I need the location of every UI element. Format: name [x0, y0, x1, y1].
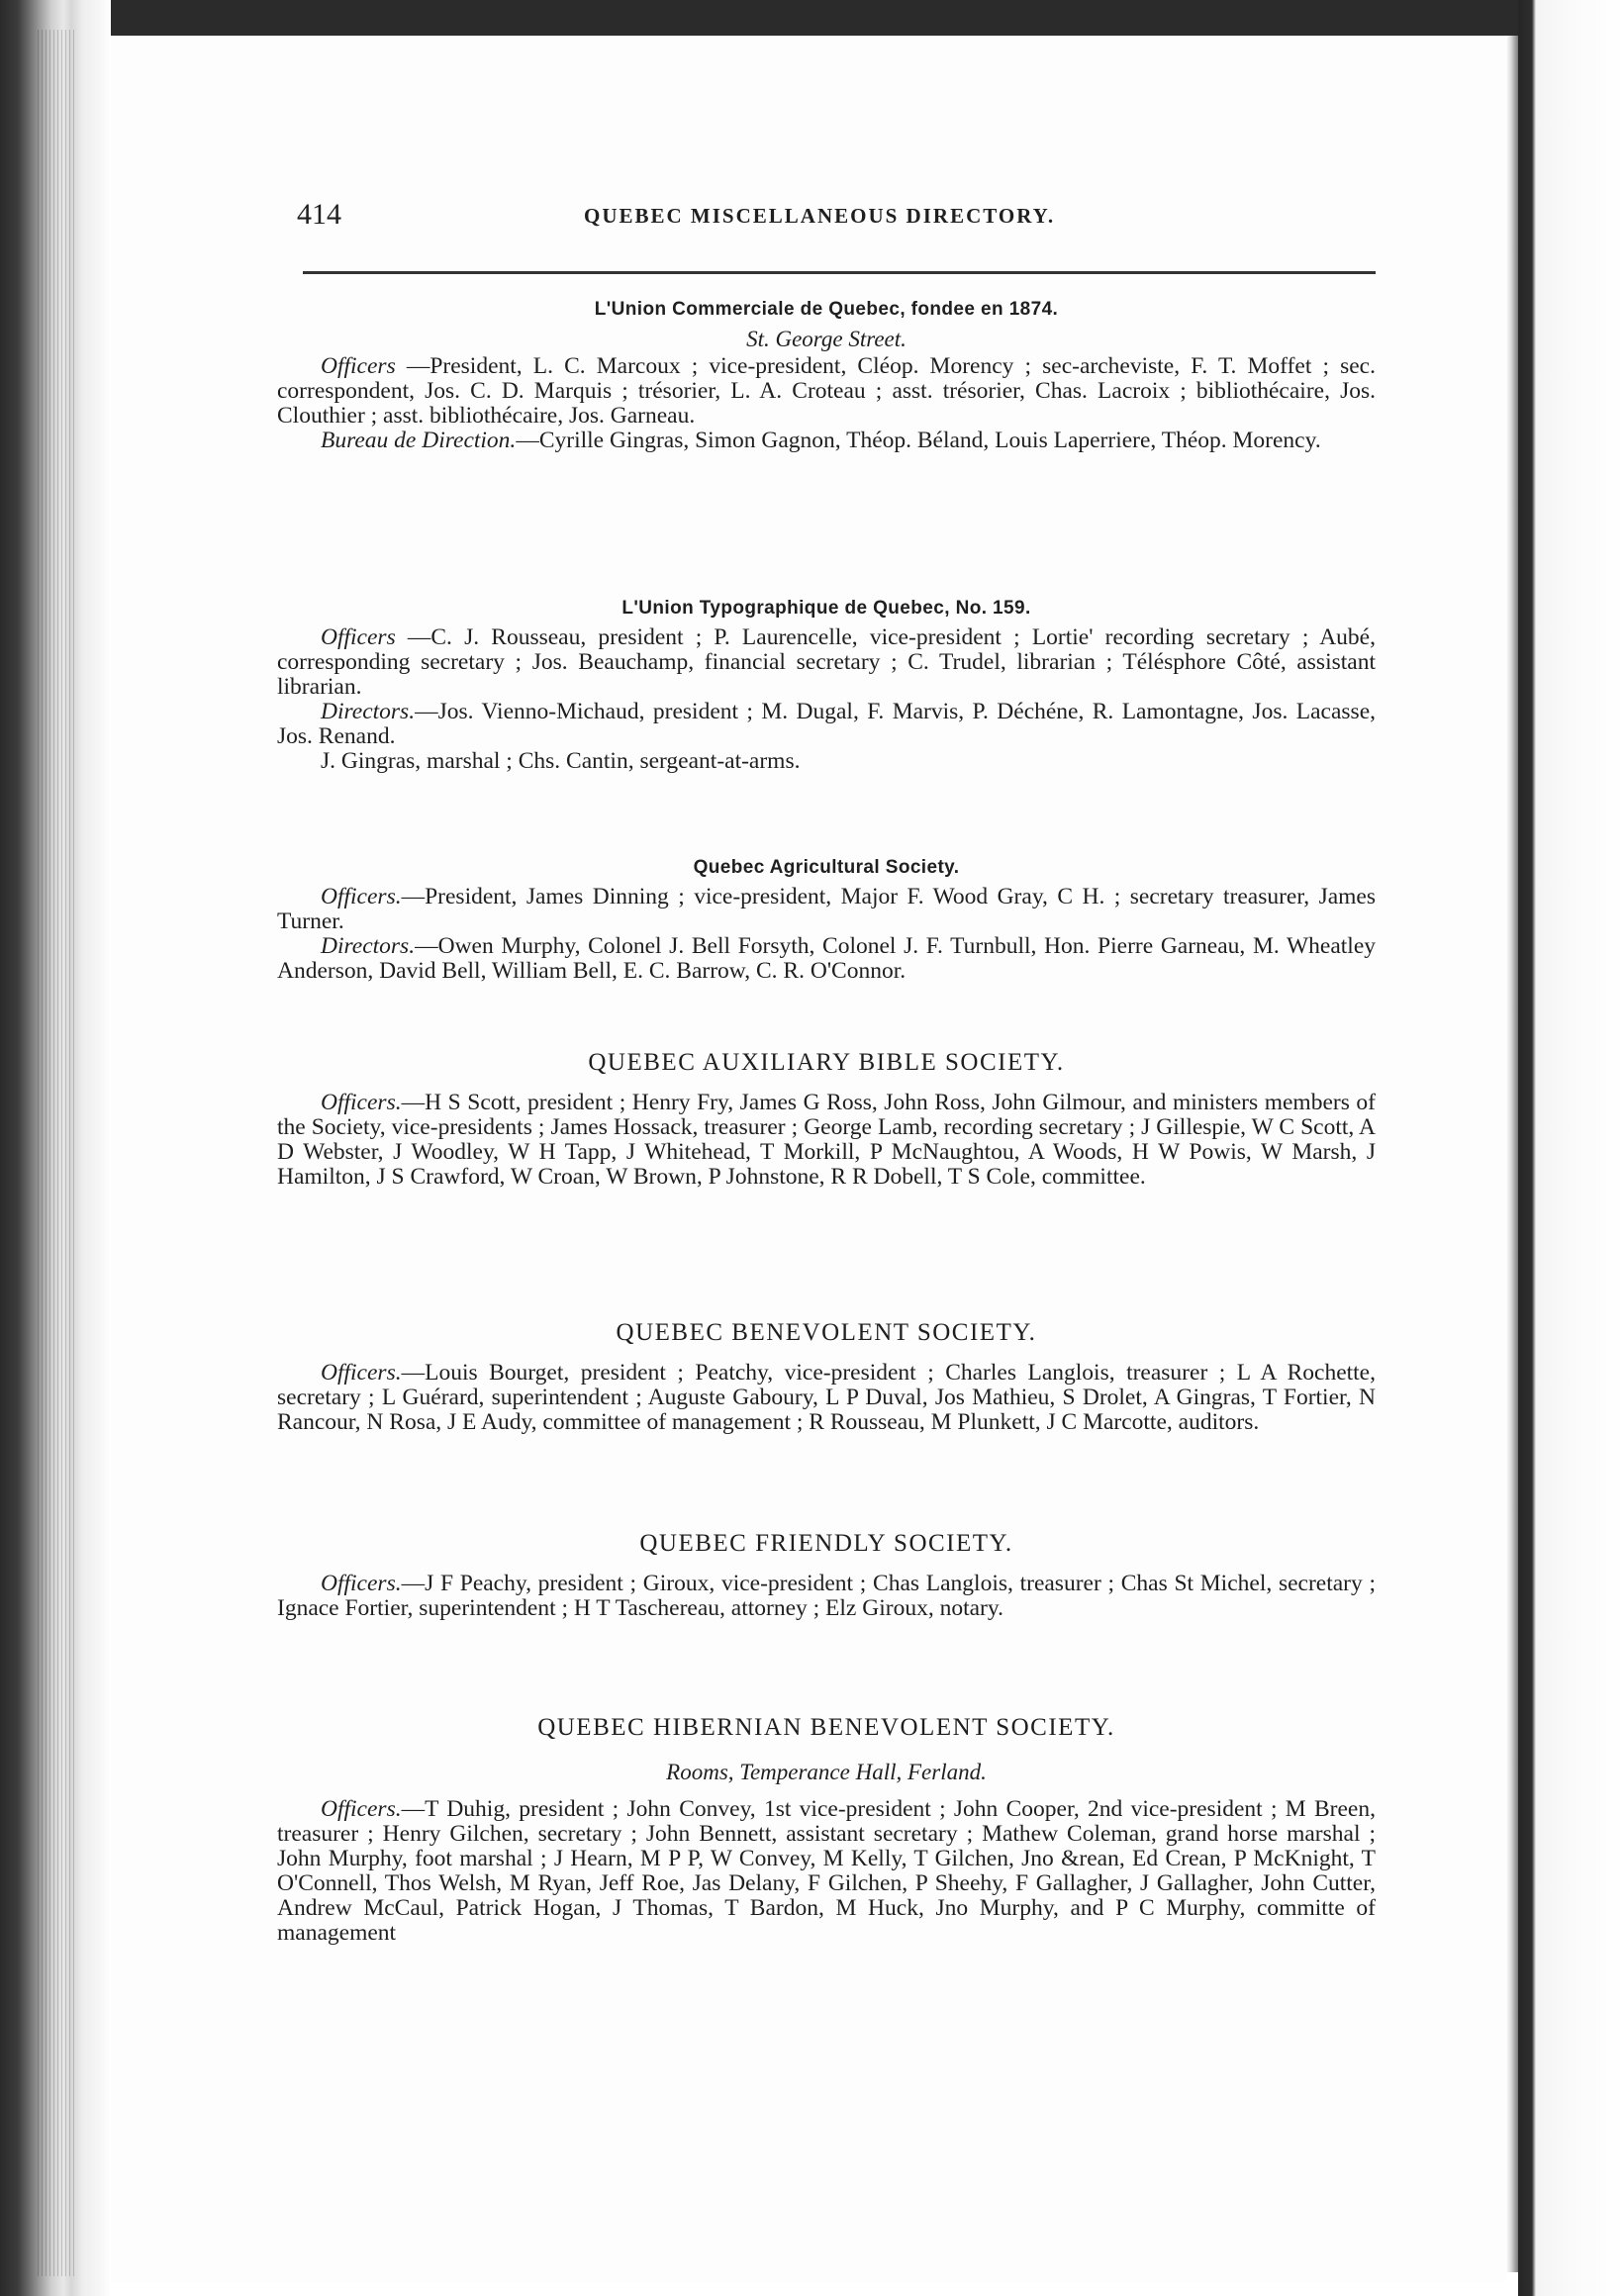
scan-border-right [1518, 0, 1623, 2296]
section-agricultural-society [277, 857, 1376, 984]
section-title: L'Union Typographique de Quebec, No. 159. [621, 598, 1031, 619]
entry-paragraph [277, 1361, 1376, 1435]
page-edge-right [1506, 36, 1518, 2272]
section-hibernian-society [277, 1714, 1376, 1946]
entry-text: —Jos. Vienno-Michaud, president ; M. Dugal, F. Marvis, P. Déchéne, R. Lamontagne, Jos. Lacasse, Jos. Renand. [277, 699, 1376, 749]
entry-label: Directors. [321, 699, 416, 724]
running-head [297, 198, 1376, 238]
header-rule [303, 271, 1376, 274]
section-title: QUEBEC FRIENDLY SOCIETY. [639, 1530, 1013, 1557]
section-union-typographique [277, 598, 1376, 774]
entry-text: —Owen Murphy, Colonel J. Bell Forsyth, Colonel J. F. Turnbull, Hon. Pierre Garneau, M. Wheatley Anderson, David Bell, William Bell, E. C. Barrow, C. R. O'Connor. [277, 933, 1376, 984]
entry-label: Officers. [321, 1360, 402, 1386]
entry-paragraph [277, 934, 1376, 984]
section-benevolent-society [277, 1319, 1376, 1435]
section-title: Quebec Agricultural Society. [693, 857, 960, 878]
entry-label: Bureau de Direction. [321, 428, 517, 453]
entry-text: —J F Peachy, president ; Giroux, vice-president ; Chas Langlois, treasurer ; Chas St Michel, secretary ; Ignace Fortier, superintendent ; H T Taschereau, attorney ; Elz Giroux, notary. [277, 1571, 1376, 1621]
section-union-commerciale [277, 299, 1376, 453]
entry-text: —H S Scott, president ; Henry Fry, James G Ross, John Ross, John Gilmour, and ministers members of the Society, vice-presidents ; James Hossack, treasurer ; George Lamb, recording secretary ; J Gillespie, W C Scott, A D Webster, J Woodley, W H Tapp, J Whitehead, T Morkill, P McNaughtou, A Woods, H W Powis, W Marsh, J Hamilton, J S Crawford, W Croan, W Brown, P Johnstone, R R Dobell, T S Cole, committee. [277, 1090, 1376, 1190]
entry-label: Officers [321, 353, 396, 379]
entry-text: —President, L. C. Marcoux ; vice-president, Cléop. Morency ; sec-archeviste, F. T. Moffet ; sec. correspondent, Jos. C. D. Marquis ; trésorier, L. A. Croteau ; asst. trésorier, Chas. Lacroix ; bibliothécaire, Jos. Clouthier ; asst. bibliothécaire, Jos. Garneau. [277, 353, 1376, 429]
entry-paragraph [277, 1091, 1376, 1190]
scan-border-top [0, 0, 1623, 36]
section-title: QUEBEC BENEVOLENT SOCIETY. [616, 1319, 1037, 1346]
book-binding [0, 0, 111, 2296]
entry-text: —C. J. Rousseau, president ; P. Laurencelle, vice-president ; Lortie' recording secretary ; Aubé, corresponding secretary ; Jos. Beauchamp, financial secretary ; C. Trudel, librarian ; Télésphore Côté, assistant librarian. [277, 624, 1376, 700]
section-subtitle: Rooms, Temperance Hall, Ferland. [666, 1760, 987, 1784]
entry-label: Officers. [321, 1796, 402, 1822]
section-title: QUEBEC AUXILIARY BIBLE SOCIETY. [588, 1049, 1065, 1076]
section-subtitle: St. George Street. [746, 327, 907, 351]
entry-paragraph [277, 429, 1376, 453]
section-friendly-society [277, 1530, 1376, 1621]
entry-text: —President, James Dinning ; vice-president, Major F. Wood Gray, C H. ; secretary treasurer, James Turner. [277, 884, 1376, 934]
header-title: QUEBEC MISCELLANEOUS DIRECTORY. [584, 204, 1056, 228]
section-bible-society [277, 1049, 1376, 1190]
entry-paragraph [277, 1572, 1376, 1621]
entry-text: J. Gingras, marshal ; Chs. Cantin, sergeant-at-arms. [321, 748, 801, 774]
page-number: 414 [297, 198, 341, 231]
entry-paragraph [277, 885, 1376, 934]
entry-label: Directors. [321, 933, 416, 959]
section-title: L'Union Commerciale de Quebec, fondee en 1874. [594, 299, 1059, 320]
entry-label: Officers. [321, 1090, 402, 1115]
entry-text: —T Duhig, president ; John Convey, 1st vice-president ; John Cooper, 2nd vice-president ; M Breen, treasurer ; Henry Gilchen, secretary ; John Bennett, assistant secretary ; Mathew Coleman, grand horse marshal ; John Murphy, foot marshal ; J Hearn, M P P, W Convey, M Kelly, T Gilchen, Jno &rean, Ed Crean, P McKnight, T O'Connell, Thos Welsh, M Ryan, Jeff Roe, Jas Delany, F Gilchen, P Sheehy, F Gallagher, J Gallagher, John Cutter, Andrew McCaul, Patrick Hogan, J Thomas, T Bardon, M Huck, Jno Murphy, and P C Murphy, committe of management [277, 1796, 1376, 1946]
entry-paragraph [277, 749, 1376, 774]
entry-text: —Louis Bourget, president ; Peatchy, vice-president ; Charles Langlois, treasurer ; L A Rochette, secretary ; L Guérard, superintendent ; Auguste Gaboury, L P Duval, Jos Mathieu, S Drolet, A Gingras, T Fortier, N Rancour, N Rosa, J E Audy, committee of management ; R Rousseau, M Plunkett, J C Marcotte, auditors. [277, 1360, 1376, 1435]
entry-label: Officers. [321, 884, 402, 909]
entry-paragraph [277, 625, 1376, 700]
entry-label: Officers [321, 624, 396, 650]
section-title: QUEBEC HIBERNIAN BENEVOLENT SOCIETY. [537, 1714, 1115, 1741]
entry-paragraph [277, 700, 1376, 749]
entry-paragraph [277, 1797, 1376, 1946]
entry-paragraph [277, 354, 1376, 429]
entry-text: —Cyrille Gingras, Simon Gagnon, Théop. Béland, Louis Laperriere, Théop. Morency. [516, 428, 1321, 453]
entry-label: Officers. [321, 1571, 402, 1596]
